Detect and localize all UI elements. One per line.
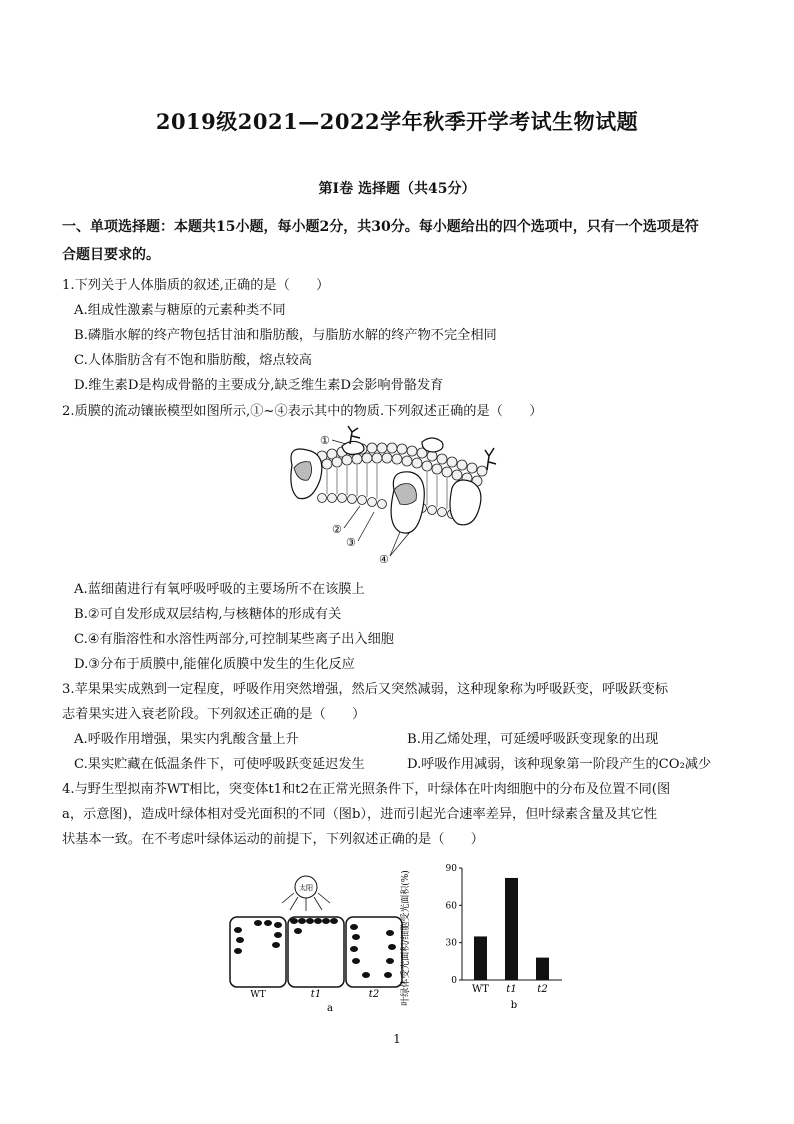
question-2-option-b: B.②可自发形成双层结构,与核糖体的形成有关 bbox=[74, 607, 342, 622]
membrane-label-2: ② bbox=[332, 523, 342, 536]
y-axis-label: 叶绿体受光面积/细胞受光面积(%) bbox=[401, 870, 411, 1006]
question-3-stem-line1: 3.苹果果实成熟到一定程度，呼吸作用突然增强，然后又突然减弱，这种现象称为呼吸跃变，呼吸跃变标 bbox=[62, 682, 669, 697]
figure-a-caption: a bbox=[327, 1003, 333, 1014]
page-number: 1 bbox=[393, 1032, 401, 1046]
y-tick-label: 0 bbox=[451, 976, 457, 986]
bar-t1 bbox=[505, 878, 518, 980]
cell-label-t1: t1 bbox=[310, 989, 322, 1000]
cell-label-wt: WT bbox=[250, 990, 266, 1000]
section-instructions-line1: 一、单项选择题：本题共15小题，每小题2分，共30分。每小题给出的四个选项中，只有一个选项是符 bbox=[62, 219, 699, 235]
y-tick-label: 30 bbox=[445, 938, 457, 949]
question-1-option-a: A.组成性激素与糖原的元素种类不同 bbox=[74, 303, 286, 318]
membrane-label-1: ① bbox=[320, 434, 330, 447]
sun-label: 太阳 bbox=[299, 884, 313, 892]
y-tick-label: 60 bbox=[445, 901, 457, 912]
bar-t2 bbox=[536, 958, 549, 980]
bar-wt bbox=[474, 936, 487, 980]
question-1-option-c: C.人体脂肪含有不饱和脂肪酸，熔点较高 bbox=[74, 353, 312, 368]
question-1-option-b: B.磷脂水解的终产物包括甘油和脂肪酸，与脂肪水解的终产物不完全相同 bbox=[74, 328, 497, 343]
cell-label-t2: t2 bbox=[368, 989, 380, 1000]
question-4-stem-line3: 状基本一致。在不考虑叶绿体运动的前提下，下列叙述正确的是（ ） bbox=[62, 832, 484, 847]
figure-b-chart bbox=[396, 858, 576, 1018]
question-2-option-c: C.④有脂溶性和水溶性两部分,可控制某些离子出入细胞 bbox=[74, 632, 394, 647]
question-3-option-b: B.用乙烯处理，可延缓呼吸跃变现象的出现 bbox=[407, 732, 659, 747]
question-4-stem-line1: 4.与野生型拟南芥WT相比，突变体t1和t2在正常光照条件下，叶绿体在叶肉细胞中的分布及位置不同(图 bbox=[62, 782, 671, 797]
y-tick-label: 90 bbox=[445, 864, 457, 874]
question-3-option-a: A.呼吸作用增强，果实内乳酸含量上升 bbox=[74, 732, 299, 747]
part-title: 第Ⅰ卷 选择题（共45分） bbox=[318, 181, 476, 197]
figure-a-cells bbox=[226, 865, 406, 1015]
question-2-option-d: D.③分布于质膜中,能催化质膜中发生的生化反应 bbox=[74, 657, 355, 672]
x-tick-label: t2 bbox=[537, 984, 548, 995]
x-tick-label: t1 bbox=[506, 984, 517, 995]
question-4-stem-line2: a，示意图)，造成叶绿体相对受光面积的不同（图b），进而引起光合速率差异，但叶绿素含量及其它性 bbox=[62, 807, 658, 822]
question-3-option-c: C.果实贮藏在低温条件下，可使呼吸跃变延迟发生 bbox=[74, 757, 365, 772]
membrane-label-3: ③ bbox=[346, 536, 356, 549]
question-1-stem: 1.下列关于人体脂质的叙述,正确的是（ ） bbox=[62, 278, 330, 293]
figure-b-caption: b bbox=[510, 1000, 518, 1011]
question-2-stem: 2.质膜的流动镶嵌模型如图所示,①~④表示其中的物质.下列叙述正确的是（ ） bbox=[62, 404, 543, 419]
question-2-option-a: A.蓝细菌进行有氧呼吸呼吸的主要场所不在该膜上 bbox=[74, 582, 365, 597]
membrane-diagram bbox=[282, 420, 512, 570]
cell-t1 bbox=[288, 917, 344, 987]
question-3-stem-line2: 志着果实进入衰老阶段。下列叙述正确的是（ ） bbox=[62, 707, 366, 722]
page-title: 2019级2021—2022学年秋季开学考试生物试题 bbox=[155, 109, 639, 134]
x-tick-label: WT bbox=[472, 984, 489, 995]
question-1-option-d: D.维生素D是构成骨骼的主要成分,缺乏维生素D会影响骨骼发育 bbox=[74, 378, 444, 393]
section-instructions-line2: 合题目要求的。 bbox=[62, 247, 160, 263]
question-3-option-d: D.呼吸作用减弱，该种现象第一阶段产生的CO₂减少 bbox=[407, 757, 712, 772]
membrane-label-4: ④ bbox=[379, 553, 389, 566]
